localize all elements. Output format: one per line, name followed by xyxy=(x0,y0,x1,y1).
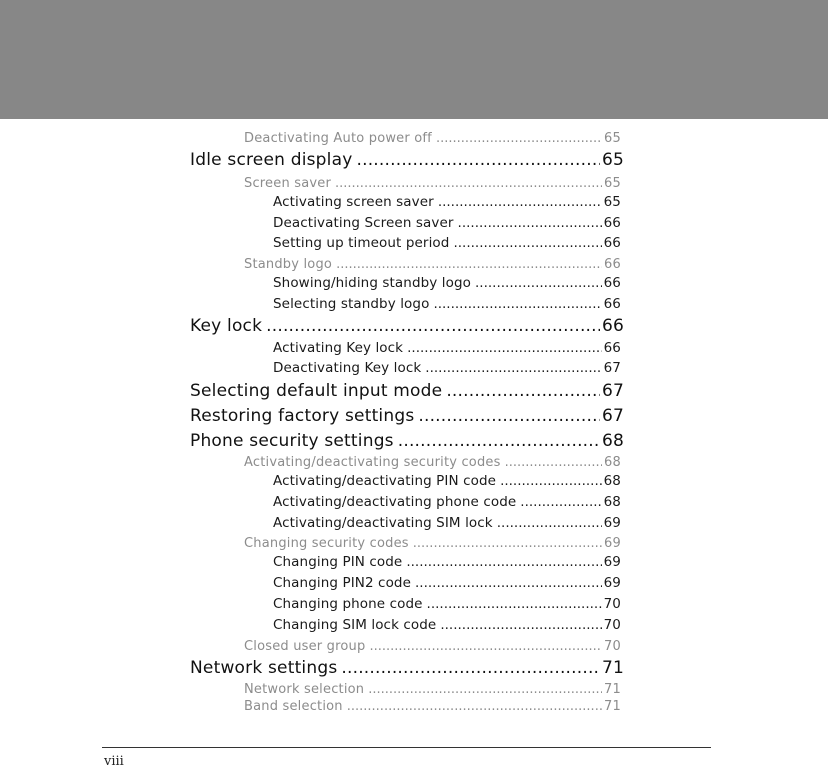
toc-entry-title: Deactivating Auto power off xyxy=(244,131,432,146)
toc-entry-title: Band selection xyxy=(244,699,343,714)
dot-leader xyxy=(520,494,601,510)
toc-entry-title: Idle screen display xyxy=(190,150,353,170)
toc-entry-title: Showing/hiding standby logo xyxy=(273,275,472,291)
toc-entry[interactable] xyxy=(273,275,621,291)
toc-entry[interactable] xyxy=(244,536,621,551)
toc-entry-title: Activating screen saver xyxy=(273,194,434,210)
toc-entry-page: 66 xyxy=(604,257,621,272)
toc-entry-page: 65 xyxy=(601,150,624,170)
toc-entry[interactable] xyxy=(190,658,624,678)
toc-entry-page: 70 xyxy=(603,617,621,633)
toc-entry[interactable] xyxy=(273,235,621,251)
dot-leader xyxy=(458,215,602,231)
toc-entry-page: 68 xyxy=(601,431,624,451)
toc-entry-page: 65 xyxy=(604,176,621,191)
dot-leader xyxy=(505,455,602,470)
dot-leader xyxy=(398,431,600,451)
toc-entry-title: Deactivating Key lock xyxy=(273,360,422,376)
toc-entry-page: 71 xyxy=(604,699,621,714)
dot-leader xyxy=(475,275,602,291)
toc-entry-title: Closed user group xyxy=(244,639,366,654)
toc-entry[interactable] xyxy=(273,194,621,210)
toc-entry-page: 66 xyxy=(603,215,621,231)
toc-entry[interactable] xyxy=(273,296,621,312)
toc-entry-page: 66 xyxy=(603,235,621,251)
toc-entry-title: Changing phone code xyxy=(273,596,423,612)
toc-entry[interactable] xyxy=(273,575,621,591)
toc-entry-page: 67 xyxy=(603,360,621,376)
dot-leader xyxy=(497,515,602,531)
toc-entry-page: 69 xyxy=(603,575,621,591)
toc-entry-title: Changing PIN2 code xyxy=(273,575,412,591)
toc-entry-page: 70 xyxy=(604,639,621,654)
toc-entry[interactable] xyxy=(190,431,624,451)
header-band xyxy=(0,0,828,119)
dot-leader xyxy=(407,340,602,356)
dot-leader xyxy=(341,658,600,678)
dot-leader xyxy=(446,381,600,401)
footer-page-number: viii xyxy=(104,754,124,769)
toc-entry[interactable] xyxy=(273,494,621,510)
toc-entry-title: Key lock xyxy=(190,316,263,336)
dot-leader xyxy=(368,682,602,697)
dot-leader xyxy=(453,235,601,251)
toc-entry-page: 68 xyxy=(603,473,621,489)
toc-entry-page: 69 xyxy=(604,536,621,551)
toc-entry-page: 65 xyxy=(604,131,621,146)
toc-entry[interactable] xyxy=(273,473,621,489)
toc-entry[interactable] xyxy=(273,360,621,376)
toc-entry-title: Selecting standby logo xyxy=(273,296,430,312)
toc-entry-page: 66 xyxy=(601,316,624,336)
toc-entry-page: 66 xyxy=(603,296,621,312)
toc-entry[interactable] xyxy=(273,554,621,570)
dot-leader xyxy=(415,575,602,591)
toc-entry-title: Standby logo xyxy=(244,257,333,272)
dot-leader xyxy=(427,596,602,612)
toc-entry-title: Activating Key lock xyxy=(273,340,404,356)
toc-entry-title: Activating/deactivating security codes xyxy=(244,455,501,470)
dot-leader xyxy=(356,150,599,170)
toc-entry[interactable] xyxy=(273,596,621,612)
toc-entry-page: 69 xyxy=(603,515,621,531)
toc-entry[interactable] xyxy=(190,406,624,426)
toc-entry-title: Changing PIN code xyxy=(273,554,403,570)
toc-entry-page: 66 xyxy=(603,340,621,356)
toc-entry[interactable] xyxy=(244,257,621,272)
dot-leader xyxy=(438,194,602,210)
toc-entry-page: 68 xyxy=(604,455,621,470)
dot-leader xyxy=(433,296,601,312)
dot-leader xyxy=(336,257,602,272)
toc-entry-page: 69 xyxy=(603,554,621,570)
toc-entry-title: Activating/deactivating PIN code xyxy=(273,473,497,489)
toc-entry[interactable] xyxy=(190,381,624,401)
toc-entry-title: Deactivating Screen saver xyxy=(273,215,454,231)
dot-leader xyxy=(440,617,601,633)
dot-leader xyxy=(425,360,601,376)
toc-entry-page: 71 xyxy=(604,682,621,697)
toc-entry[interactable] xyxy=(244,455,621,470)
dot-leader xyxy=(347,699,602,714)
toc-entry-page: 65 xyxy=(603,194,621,210)
dot-leader xyxy=(436,131,602,146)
dot-leader xyxy=(369,639,602,654)
dot-leader xyxy=(413,536,602,551)
toc-entry-page: 71 xyxy=(601,658,624,678)
toc-entry-page: 66 xyxy=(603,275,621,291)
toc-entry-page: 68 xyxy=(603,494,621,510)
toc-entry-title: Setting up timeout period xyxy=(273,235,450,251)
dot-leader xyxy=(418,406,600,426)
footer-rule xyxy=(102,747,711,748)
toc-entry[interactable] xyxy=(190,150,624,170)
toc-entry[interactable] xyxy=(244,699,621,714)
dot-leader xyxy=(500,473,602,489)
toc-entry-title: Phone security settings xyxy=(190,431,394,451)
dot-leader xyxy=(406,554,601,570)
toc-entry[interactable] xyxy=(273,515,621,531)
toc-entry-title: Changing security codes xyxy=(244,536,409,551)
toc-entry[interactable] xyxy=(244,639,621,654)
toc-entry[interactable] xyxy=(273,617,621,633)
toc-entry[interactable] xyxy=(244,176,621,191)
toc-entry[interactable] xyxy=(273,340,621,356)
toc-entry-title: Restoring factory settings xyxy=(190,406,415,426)
toc-entry[interactable] xyxy=(190,316,624,336)
toc-entry[interactable] xyxy=(244,682,621,697)
toc-entry-title: Network selection xyxy=(244,682,365,697)
toc-entry[interactable] xyxy=(244,131,621,146)
toc-entry-page: 67 xyxy=(601,381,624,401)
toc-entry-page: 70 xyxy=(603,596,621,612)
toc-entry-title: Activating/deactivating phone code xyxy=(273,494,517,510)
toc-entry-page: 67 xyxy=(601,406,624,426)
dot-leader xyxy=(266,316,600,336)
toc-entry-title: Screen saver xyxy=(244,176,332,191)
toc-entry-title: Network settings xyxy=(190,658,338,678)
dot-leader xyxy=(335,176,602,191)
toc-entry-title: Changing SIM lock code xyxy=(273,617,437,633)
toc-entry-title: Selecting default input mode xyxy=(190,381,443,401)
toc-entry[interactable] xyxy=(273,215,621,231)
toc-entry-title: Activating/deactivating SIM lock xyxy=(273,515,493,531)
